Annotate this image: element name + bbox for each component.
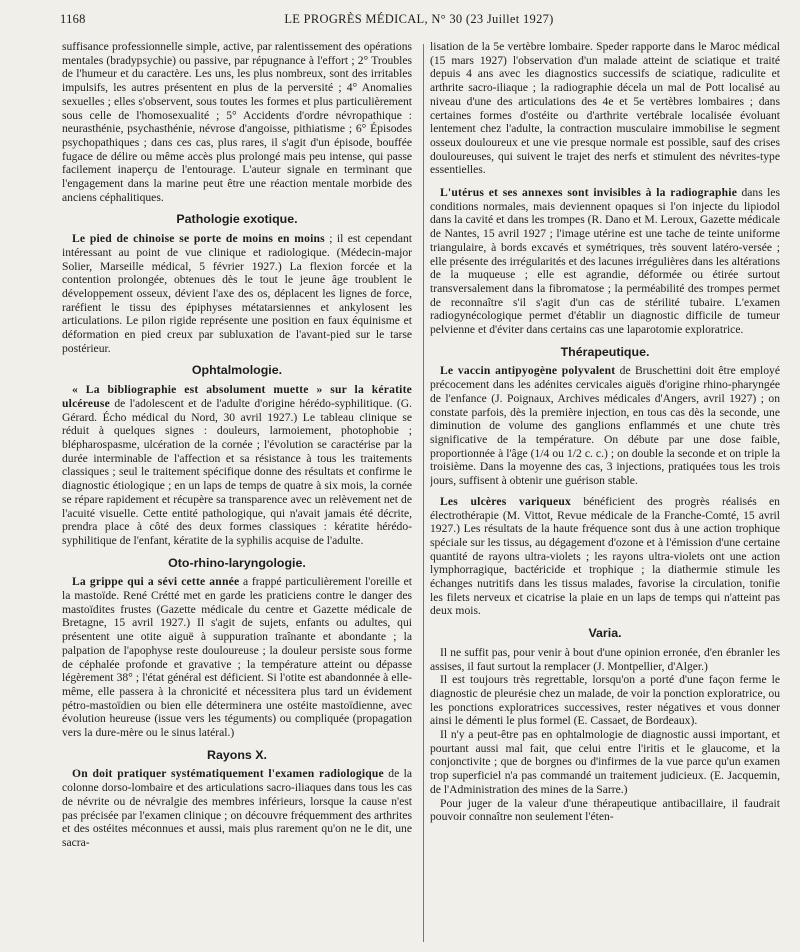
heading-therapeutique: Thérapeutique. <box>560 344 650 359</box>
rayons-text: de la colonne dorso-lombaire et des articulations sacro-iliaques dans tous les cas de névrite ou de névralgie des membres inférieurs, lorsque la cause n'est pas précisée par l'examen clinique ; on découvre fréquemment des arthrites et des ostéites méconnues et aussi, mais plus rarement qu'on ne le dit, une sacra- <box>62 767 412 849</box>
heading-ophtalmologie: Ophtalmologie. <box>191 363 283 378</box>
ophtalmologie-text: de l'adolescent et de l'adulte d'origine hérédo-syphilitique. (G. Gérard. Écho médical du Nord, 30 avril 1927.) Le tableau clinique se réduit à quelques signes : douleurs, larmoiement, photophobie ; blépharospasme, ulcération de la cornée ; l'évolution se caractérise par la durée interminable de l'affection et sa résistance à tous les traitements classiques ; seul le traitement spécifique donne des résultats et confirme le diagnostic étiologique ; en un laps de temps de quatre à six mois, la cornée se répare rapidement et récupère sa transparence avec un relèvement net de l'acuité visuelle. Cette entité pathologique, qui n'avait jamais été décrite, prendra place à côté des deux formes classiques : kératite hérédo-syphilitique de l'enfant, kératite de la syphilis acquise de l'adulte. <box>62 396 412 547</box>
intro-paragraph: suffisance professionnelle simple, active, par ralentissement des opérations mentales (bradypsychie) ou passive, par répugnance à l'effort ; 2° Troubles de l'humeur et du caractère. Les uns, les plus nombreux, sont des irritables impulsifs, les autres présentent en plus de la perversité ; 4° Anomalies sexuelles ; elles s'observent, sous toutes les formes et plus particulièrement sous celle de l'homosexualité ; 5° Accidents d'ordre névropathique : neurasthénie, psychasthénie, névrose d'angoisse, pithiatisme ; 6° Épisodes psychopathiques ; dans ces cas, plus rares, il s'agit d'un épisode, bouffée fugace de délire ou même accès plus prolongé mais peu intense, qui passe facilement inaperçu de l'entourage. L'auteur signale en terminant que l'engagement dans la marine peut être une réaction mentale morbide des anciens céphalitiques. <box>62 40 412 204</box>
article-columns <box>62 40 780 946</box>
heading-pathologie: Pathologie exotique. <box>176 212 298 227</box>
running-title: LE PROGRÈS MÉDICAL, N° 30 (23 Juillet 1927) <box>284 12 554 26</box>
pathologie-text: ; il est cependant intéressant au point de vue clinique et radiologique. (Médecin-major Solier, Marseille médical, 5 février 1927.) La flexion forcée et la contention prolongée, obtenues dès le tout le jeune âge troublent le développement osseux, dévient l'axe des os, déplacent les lignes de force, raréfient le tissu des épiphyses métatarsiennes et ankylosent les articulations. Le pilon rigide représente une position en faux équinisme et déformation en pied creux par subluxation de l'avant-pied sur le tarse postérieur. <box>62 232 412 355</box>
ulceres-paragraph <box>430 495 780 618</box>
pathologie-lead: Le pied de chinoise se porte de moins en moins <box>72 232 325 246</box>
ophtalmologie-lead: « La bibliographie est absolument muette » sur la kératite ulcéreuse <box>62 383 412 410</box>
pathologie-paragraph <box>62 232 412 355</box>
varia-paragraph-3: Il n'y a peut-être pas en ophtalmologie de diagnostic aussi important, et pourtant aussi mal fait, que celui entre l'iritis et le glaucome, et la conjonctivite ; que de borgnes ou d'infirmes de la vue parce qu'un examen trop superficiel n'a pas commandé un traitement judicieux. (E. Jacquemin, de l'Administration des mines de la Sarre.) <box>430 728 780 796</box>
varia-paragraph-2: Il est toujours très regrettable, lorsqu'on a porté d'une façon ferme le diagnostic de pleurésie chez un malade, de voir la ponction exploratrice, ou les ponctions exploratrices successives, rester négatives et vous donner ainsi le démenti le plus formel (E. Cassaet, de Bordeaux). <box>430 673 780 728</box>
orl-paragraph <box>62 575 412 739</box>
vaccin-paragraph <box>430 364 780 487</box>
vaccin-text: de Bruschettini doit être employé précocement dans les adénites cervicales aiguës d'origine rhino-pharyngée de l'enfance (J. Poignaux, Archives médicales d'Angers, avril 1927) ; on constate parfois, dès la première injection, en tous cas dès la seconde, une diminution de volume des ganglions enflammés et une chute très significative de la température. On débute par une dose faible, proportionnée à l'âge (1/4 ou 1/2 c. c.) ; on double la seconde et on triple la troisième. Dans la moyenne des cas, 3 injections, pratiquées tous les trois jours, suffisent à obtenir une guérison stable. <box>430 364 780 488</box>
page-number: 1168 <box>60 12 86 26</box>
heading-orl: Oto-rhino-laryngologie. <box>168 555 306 570</box>
vaccin-lead: Le vaccin antipyogène polyvalent <box>440 364 616 378</box>
varia-paragraph-1: Il ne suffit pas, pour venir à bout d'une opinion erronée, d'en ébranler les assises, il faut surtout la remplacer (J. Montpellier, d'Alger.) <box>430 645 780 673</box>
uterus-paragraph <box>430 186 780 337</box>
rayons-lead: On doit pratiquer systématiquement l'examen radiologique <box>72 767 384 781</box>
ulceres-text: bénéficient des progrès réalisés en électrothérapie (M. Vittot, Revue médicale de la Franche-Comté, 15 avril 1927.) Les résultats de la haute fréquence sont dus à une action trophique spéciale sur les tissus, au dégagement d'ozone et à l'émission d'une certaine quantité de rayons ultra-violets ; les rayons ultra-violets ont une action lymphorragique, bactéricide et trophique ; la diathermie stimule les échanges nutritifs dans les tissus malades, favorise la circulation, tonifie les filets nerveux et cicatrise la plaie en un laps de temps qui n'atteint pas deux mois. <box>430 494 780 618</box>
ulceres-lead: Les ulcères variqueux <box>440 494 572 508</box>
running-header <box>60 8 778 34</box>
left-column <box>62 40 412 946</box>
continued-paragraph: lisation de la 5e vertèbre lombaire. Speder rapporte dans le Maroc médical (15 mars 1927) l'observation d'un malade atteint de sciatique et traité depuis 4 ans avec les diagnostics successifs de sciatique, radiculite et arthrite sacro-iliaque ; la radiographie décela un mal de Pott localisé au niveau d'une des articulations des 4e et 5e vertèbres lombaires ; dans certaines formes d'ostéite ou d'arthrite vertébrale localisée évoluant lentement chez l'adulte, la contraction musculaire immobilise le segment osseux douloureux et une vie presque normale est possible, sauf des crises douloureuses, qui suivent le trajet des nerfs et stimulent des névrites-type essentielles. <box>430 40 780 177</box>
heading-varia: Varia. <box>588 626 622 641</box>
rayons-paragraph <box>62 767 412 849</box>
uterus-lead: L'utérus et ses annexes sont invisibles à la radiographie <box>440 186 738 200</box>
orl-lead: La grippe qui a sévi cette année <box>72 575 240 589</box>
ophtalmologie-paragraph <box>62 383 412 547</box>
right-column <box>430 40 780 946</box>
varia-paragraph-4: Pour juger de la valeur d'une thérapeutique antibacillaire, il faudrait pouvoir connaître non seulement l'éten- <box>430 796 780 824</box>
uterus-text: dans les conditions normales, mais deviennent opaques si l'on injecte du lipiodol dans la cavité et dans les trompes (R. Dano et M. Leroux, Gazette médicale de Nantes, 15 avril 1927 ; l'image utérine est une tache de teinte uniforme triangulaire, à bords excavés et symétriques, très souvent latéro-versée ; elle présente des irrégularités et des lacunes irrégulières dans les altérations de la muqueuse ; elle est agrandie, déformée ou étirée surtout transversalement dans la fibromatose ; la perméabilité des trompes permet de reconnaître s'il s'agit d'un cas de stérilité tubaire. L'examen radiogynécologique permet d'établir un diagnostic difficile de tumeur pelvienne et d'éviter dans certains cas une laparotomie exploratrice. <box>430 186 780 337</box>
orl-text: a frappé particulièrement l'oreille et la mastoïde. René Crétté met en garde les praticiens contre le danger des mastoïdites frustes (Gazette médicale du centre et Gazette médicale de Bretagne, 15 avril 1927.) Il s'agit de sujets, enfants ou adultes, qui présentent une otite aiguë à suppuration traînante et abondante ; la palpation de l'apophyse reste douloureuse ; la douleur persiste sous forme de céphalée profonde et gravative ; la température atteint ou dépasse légèrement 38° ; l'état général est déficient. Si l'otite est abandonnée à elle-même, elle passera à la chronicité et nécessitera plus tard un évidement pétro-mastoïdien ou bien elle déterminera une ostéite mastoïdienne, avec évolution heureuse (issue vers les téguments) ou compliquée (propagation vers la dure-mère ou le sinus latéral.) <box>62 575 412 740</box>
heading-rayons: Rayons X. <box>207 747 267 762</box>
